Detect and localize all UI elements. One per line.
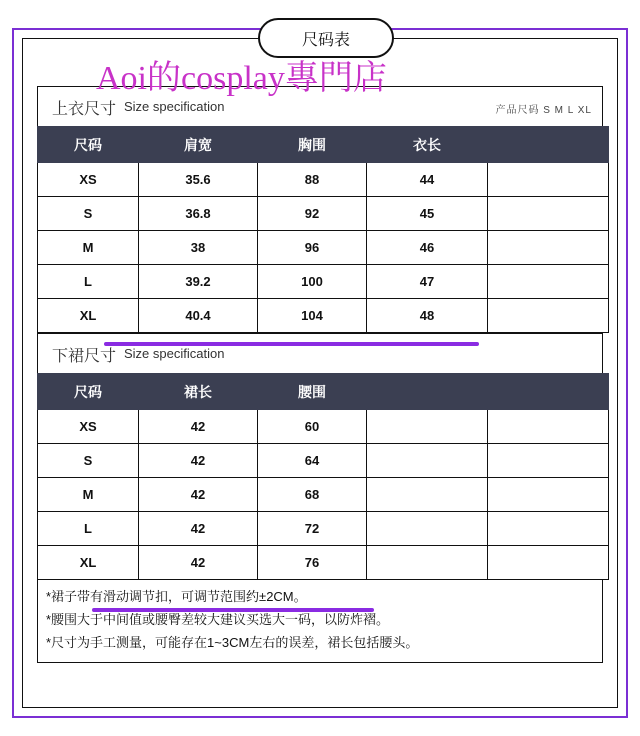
cell-size: M	[38, 231, 139, 265]
cell-waist: 64	[258, 444, 367, 478]
cell-blank	[488, 478, 609, 512]
cell-blank	[367, 478, 488, 512]
bottom-section-label-cn: 下裙尺寸	[52, 348, 117, 365]
col-header-blank	[488, 127, 609, 163]
col-header-bust: 胸围	[258, 127, 367, 163]
top-section-label-en: Size specification	[124, 99, 225, 114]
cell-size: S	[38, 197, 139, 231]
bottom-table-body	[38, 410, 609, 580]
bottom-size-table	[37, 373, 609, 580]
table-row	[38, 410, 609, 444]
cell-shoulder: 36.8	[139, 197, 258, 231]
table-row	[38, 299, 609, 333]
top-table-head	[38, 127, 609, 163]
note-line: *腰围大于中间值或腰臀差较大建议买选大一码，以防炸褶。	[46, 611, 390, 627]
cell-blank	[367, 410, 488, 444]
table-row	[38, 197, 609, 231]
cell-size: M	[38, 478, 139, 512]
bottom-section-label-en: Size specification	[124, 346, 225, 361]
cell-waist: 72	[258, 512, 367, 546]
top-section-header	[37, 86, 603, 126]
col-header-length: 衣长	[367, 127, 488, 163]
cell-size: S	[38, 444, 139, 478]
cell-shoulder: 40.4	[139, 299, 258, 333]
note-line: *裙子带有滑动调节扣，可调节范围约±2CM。	[46, 589, 307, 604]
table-header-row	[38, 374, 609, 410]
chart-title-text: 尺码表	[301, 31, 350, 49]
cell-size: XS	[38, 163, 139, 197]
cell-blank	[488, 299, 609, 333]
cell-skirt-length: 42	[139, 444, 258, 478]
col-header-blank	[488, 374, 609, 410]
cell-shoulder: 38	[139, 231, 258, 265]
cell-length: 46	[367, 231, 488, 265]
cell-waist: 76	[258, 546, 367, 580]
cell-length: 47	[367, 265, 488, 299]
cell-blank	[488, 512, 609, 546]
cell-blank	[488, 197, 609, 231]
cell-blank	[367, 546, 488, 580]
cell-bust: 104	[258, 299, 367, 333]
table-row	[38, 478, 609, 512]
cell-waist: 68	[258, 478, 367, 512]
cell-blank	[488, 231, 609, 265]
chart-content	[37, 86, 603, 663]
table-row	[38, 512, 609, 546]
table-row	[38, 163, 609, 197]
cell-bust: 96	[258, 231, 367, 265]
cell-size: L	[38, 265, 139, 299]
top-size-table	[37, 126, 609, 333]
bottom-table-head	[38, 374, 609, 410]
bottom-section-header	[37, 333, 603, 373]
cell-skirt-length: 42	[139, 546, 258, 580]
cell-length: 48	[367, 299, 488, 333]
cell-size: XL	[38, 546, 139, 580]
chart-title-pill	[258, 18, 394, 58]
cell-length: 44	[367, 163, 488, 197]
table-row	[38, 231, 609, 265]
cell-blank	[488, 410, 609, 444]
shop-watermark: Aoi的cosplay專門店	[96, 60, 387, 97]
table-row	[38, 546, 609, 580]
highlight-mark-bottom-row	[92, 608, 374, 612]
cell-skirt-length: 42	[139, 478, 258, 512]
cell-blank	[488, 265, 609, 299]
table-row	[38, 444, 609, 478]
cell-length: 45	[367, 197, 488, 231]
cell-blank	[367, 512, 488, 546]
cell-blank	[488, 163, 609, 197]
col-header-blank	[367, 374, 488, 410]
col-header-size: 尺码	[38, 127, 139, 163]
cell-bust: 100	[258, 265, 367, 299]
cell-size: XS	[38, 410, 139, 444]
highlight-mark-top-row	[104, 342, 479, 346]
table-row	[38, 265, 609, 299]
col-header-waist: 腰围	[258, 374, 367, 410]
top-section-label-cn: 上衣尺寸	[52, 101, 117, 118]
cell-bust: 92	[258, 197, 367, 231]
col-header-size: 尺码	[38, 374, 139, 410]
note-line: *尺寸为手工测量，可能存在1~3CM左右的误差，裙长包括腰头。	[46, 634, 419, 650]
cell-skirt-length: 42	[139, 512, 258, 546]
cell-blank	[488, 546, 609, 580]
col-header-shoulder: 肩宽	[139, 127, 258, 163]
cell-bust: 88	[258, 163, 367, 197]
col-header-skirt-length: 裙长	[139, 374, 258, 410]
cell-size: L	[38, 512, 139, 546]
cell-blank	[367, 444, 488, 478]
cell-shoulder: 35.6	[139, 163, 258, 197]
top-section-product-sizes: 产品尺码 S M L XL	[495, 105, 592, 116]
notes-block	[37, 580, 603, 663]
table-header-row	[38, 127, 609, 163]
cell-skirt-length: 42	[139, 410, 258, 444]
cell-blank	[488, 444, 609, 478]
top-table-body	[38, 163, 609, 333]
cell-waist: 60	[258, 410, 367, 444]
cell-shoulder: 39.2	[139, 265, 258, 299]
cell-size: XL	[38, 299, 139, 333]
